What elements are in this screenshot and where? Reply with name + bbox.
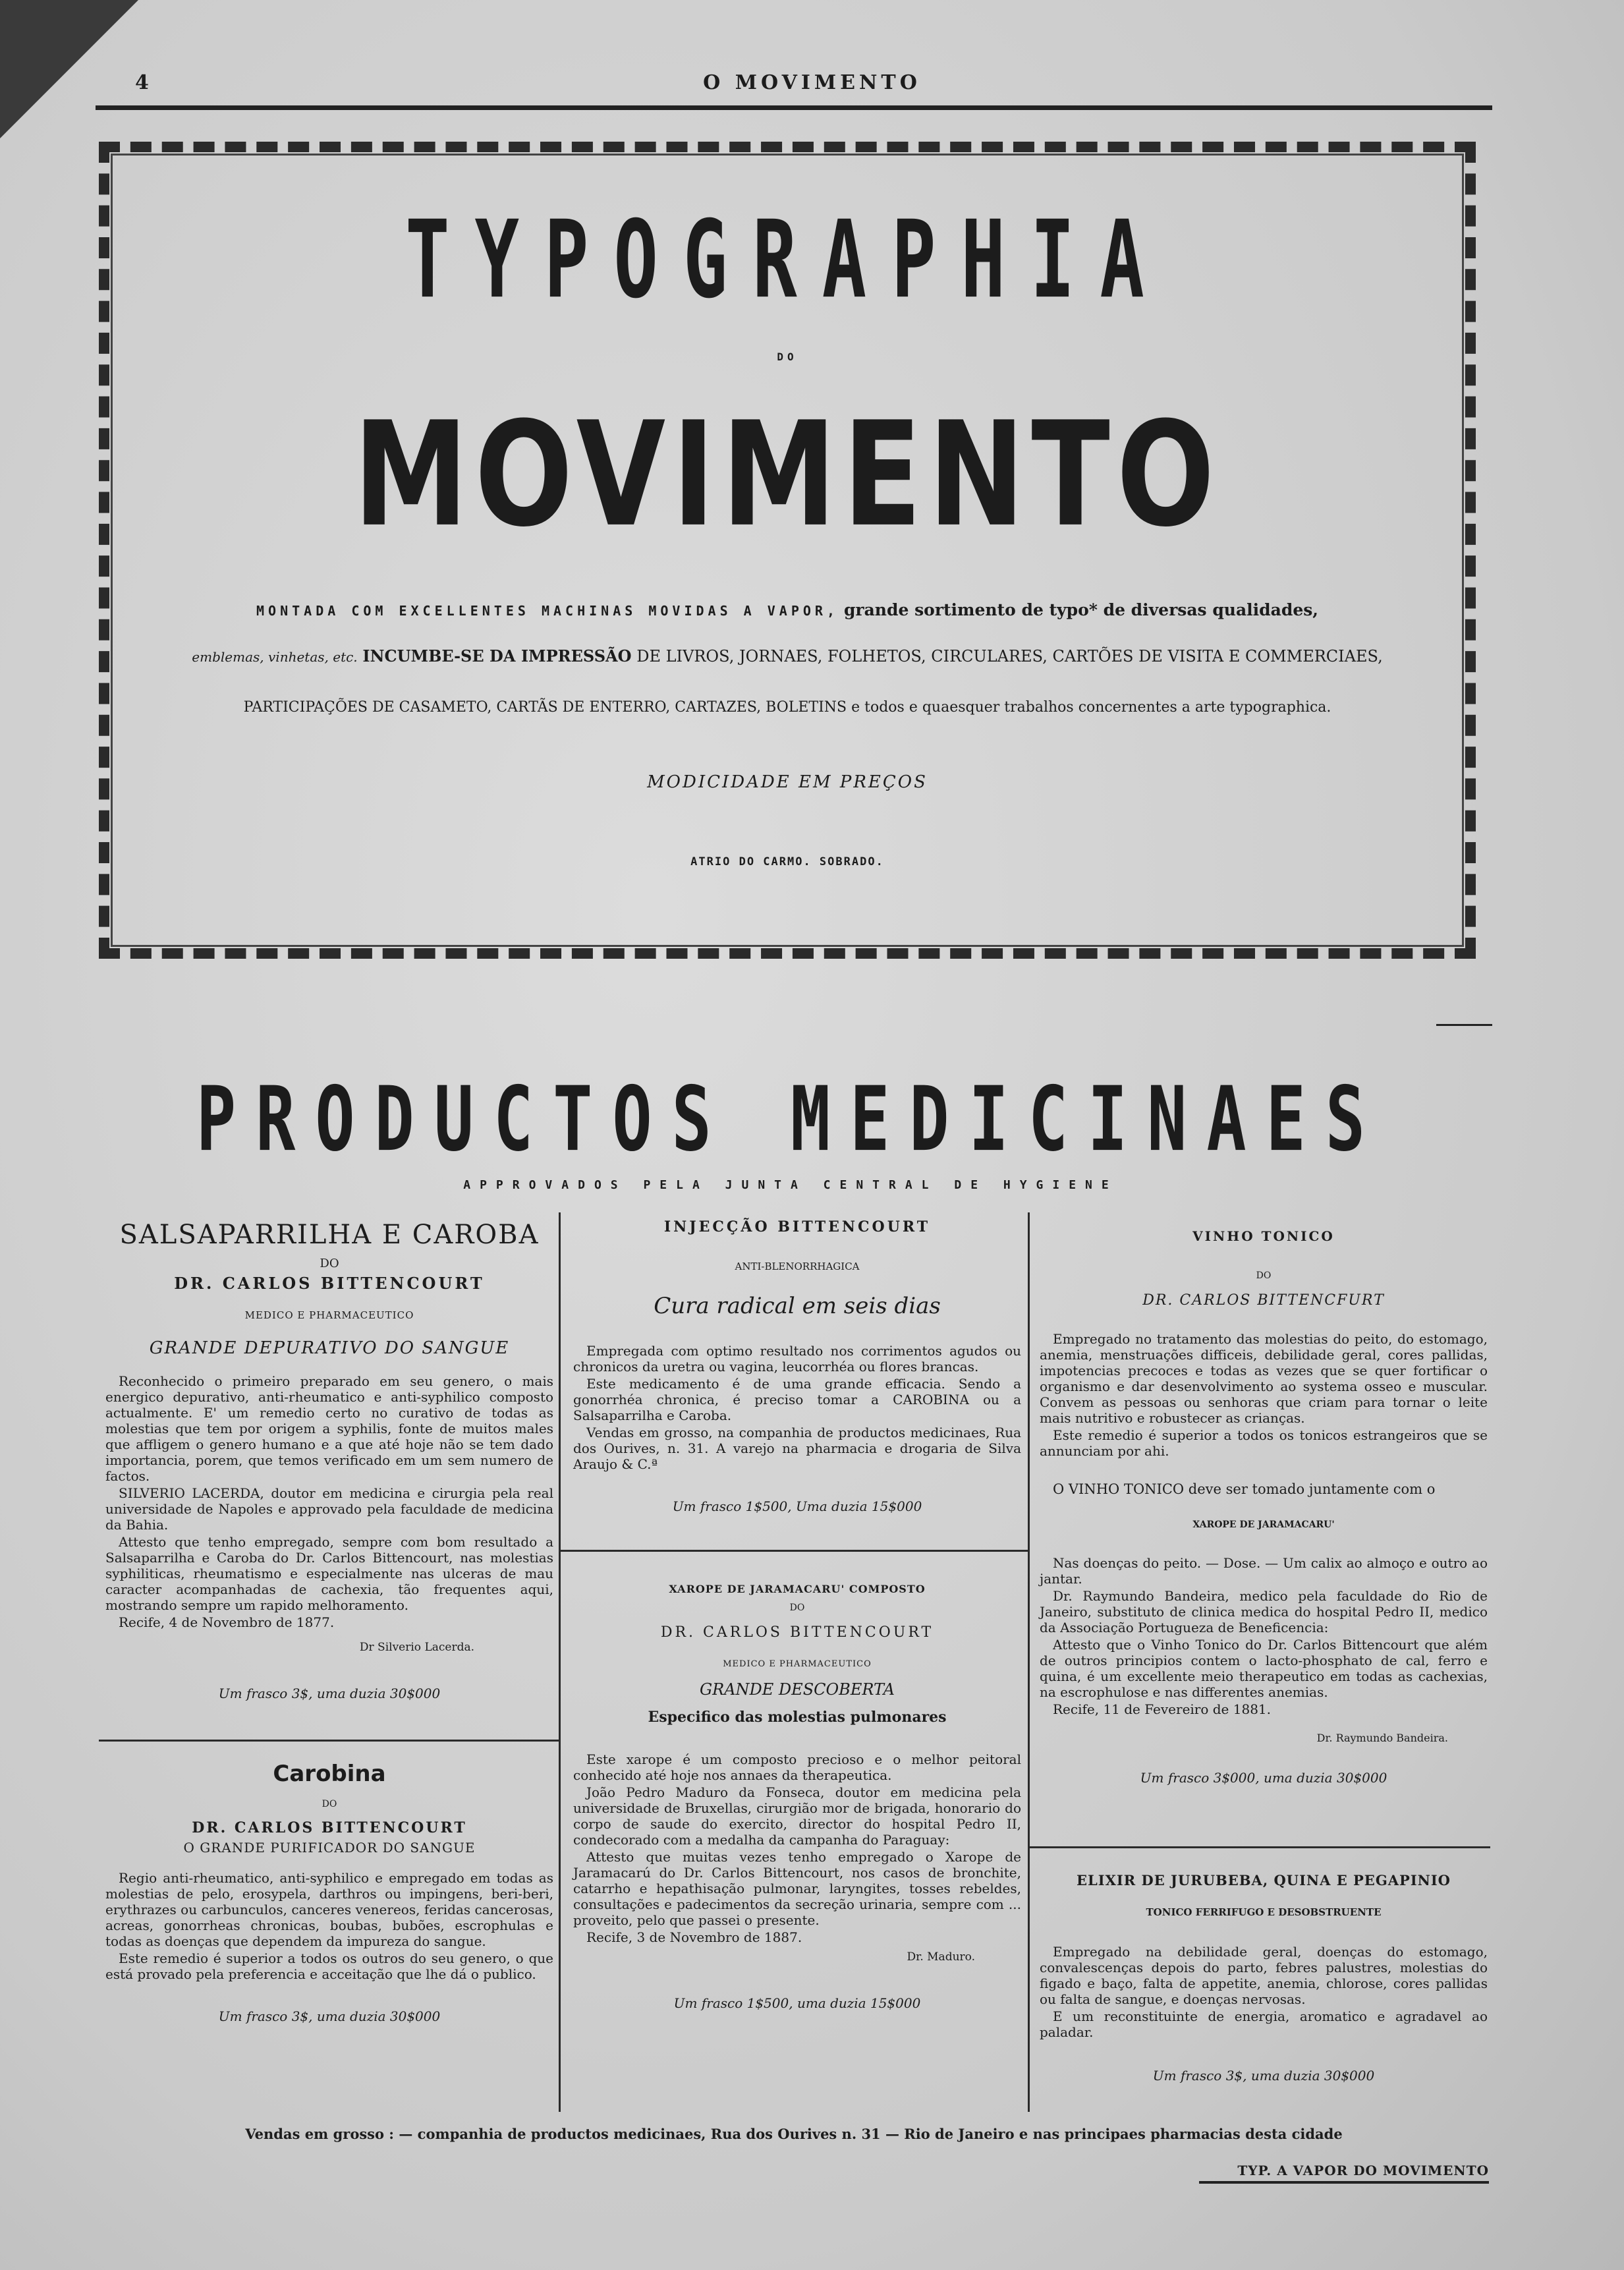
separator-mark [1436, 1024, 1492, 1026]
xarope-author: DR. CARLOS BITTENCOURT [660, 1624, 934, 1641]
ad-desc2-italic: emblemas, vinhetas, etc. [192, 649, 358, 665]
xarope-subtitle: GRANDE DESCOBERTA [699, 1680, 895, 1699]
injeccao-body-3: Vendas em grosso, na companhia de productos medicinaes, Rua dos Ourives, n. 31. A varejo na pharmacia e drogaria de Silva Araujo & C.ª [573, 1425, 1021, 1472]
vinho-body-2: Este remedio é superior a todos os tonicos estrangeiros que se annunciam por ahi. [1040, 1427, 1488, 1459]
column-divider-1 [559, 1212, 561, 2112]
salsaparrilha-body-3: Attesto que tenho empregado, sempre com bom resultado a Salsaparrilha e Caroba do Dr. Carlos Bittencourt, nas molestias syphiliticas, rheumatismo e especialmente nas ulceras de mau caracter acompanhadas de cachexia, tão frequentes aqui, mostrando sempre um rapido melhoramento. [105, 1534, 553, 1613]
ad-desc1-rest: grande sortimento de typo* de diversas qualidades, [843, 600, 1319, 619]
salsaparrilha-body-1: Reconhecido o primeiro preparado em seu genero, o mais energico depurativo, anti-rheumatico e anti-syphilico composto actualmente. E' um remedio certo no curativo de todas as molestias que tem por origem a syphilis, fonte de muitos males que affligem o genero humano e a que até hoje não se tem dado importancia, porem, que temos verificado em um sem numero de factos. [105, 1373, 553, 1484]
products-subtitle: APPROVADOS PELA JUNTA CENTRAL DE HYGIENE [463, 1178, 1118, 1192]
ad-desc-line2 [111, 646, 1464, 667]
footer-rule [1199, 2181, 1489, 2184]
col2-separator [560, 1550, 1028, 1552]
ad-desc3-caps: PARTICIPAÇÕES DE CASAMETO, CARTÃS DE ENTERRO, CARTAZES, BOLETINS [243, 699, 847, 716]
column-divider-2 [1028, 1212, 1030, 2112]
carobina-subtitle: O GRANDE PURIFICADOR DO SANGUE [183, 1840, 476, 1856]
vinho-body-1: Empregado no tratamento das molestias do peito, do estomago, anemia, menstruações difficeis, debilidade geral, cores pallidas, impotencias precoces e todas as vezes que se quer fortificar o organismo e dar desenvolvimento ao systema osseo e muscular. Convem as pessoas ou senhoras que criam para tornar o leite mais nutritivo e robustecer as crianças. [1040, 1331, 1488, 1426]
salsaparrilha-do: DO [320, 1257, 339, 1270]
vinho-title: VINHO TONICO [1192, 1228, 1335, 1244]
carobina-price: Um frasco 3$, uma duzia 30$000 [218, 2008, 441, 2024]
carobina-body-2: Este remedio é superior a todos os outros do seu genero, o que está provado pela preferencia e acceitação que lhe dá o publico. [105, 1950, 553, 1982]
ad-desc2-rest: DE LIVROS, JORNAES, FOLHETOS, CIRCULARES, CARTÕES DE VISITA E COMMERCIAES, [636, 647, 1383, 666]
folded-corner [0, 0, 138, 138]
injeccao-ad [573, 1219, 1021, 1514]
vinho-author: DR. CARLOS BITTENCFURT [1142, 1292, 1385, 1309]
vinho-xarope: XAROPE DE JARAMACARU' [1192, 1519, 1335, 1530]
col3-separator [1029, 1846, 1490, 1848]
ad-desc-line1 [111, 600, 1464, 621]
footer-sales: Vendas em grosso : — companhia de productos medicinaes, Rua dos Ourives n. 31 — Rio de Janeiro e nas principaes pharmacias desta cidade [245, 2126, 1343, 2142]
vinho-price: Um frasco 3$000, uma duzia 30$000 [1140, 1770, 1387, 1786]
xarope-specific: Especifico das molestias pulmonares [648, 1709, 947, 1726]
salsaparrilha-title: SALSAPARRILHA E CAROBA [119, 1220, 540, 1250]
ad-title-do: DO [777, 351, 798, 363]
footer-typ: TYP. A VAPOR DO MOVIMENTO [1237, 2163, 1489, 2178]
vinho-body2-4: Recife, 11 de Fevereiro de 1881. [1053, 1701, 1272, 1717]
xarope-body-2: João Pedro Maduro da Fonseca, doutor em medicina pela universidade de Bruxellas, cirurgião mor de brigada, honorario do corpo de saude do exercito, director do hospital Pedro II, condecorado com a medalha da campanha do Paraguay: [573, 1784, 1021, 1848]
vinho-ad [1040, 1219, 1488, 1786]
carobina-author: DR. CARLOS BITTENCOURT [192, 1819, 467, 1836]
ad-desc-line3 [111, 697, 1464, 718]
vinho-body2-1: Nas doenças do peito. — Dose. — Um calix ao almoço e outro ao jantar. [1040, 1555, 1488, 1587]
salsaparrilha-subtitle: GRANDE DEPURATIVO DO SANGUE [149, 1338, 510, 1358]
xarope-price: Um frasco 1$500, uma duzia 15$000 [673, 1995, 921, 2011]
elixir-ad [1040, 1873, 1488, 2084]
elixir-subtitle: TONICO FERRIFUGO E DESOBSTRUENTE [1146, 1906, 1382, 1918]
ad-title-typographia: TYPOGRAPHIA [405, 198, 1169, 323]
xarope-role: MEDICO E PHARMACEUTICO [723, 1659, 872, 1669]
page-number: 4 [135, 71, 149, 94]
vinho-do: DO [1256, 1270, 1272, 1281]
ad-address: ATRIO DO CARMO. SOBRADO. [690, 855, 884, 868]
carobina-do: DO [322, 1799, 337, 1809]
salsaparrilha-signature: Dr Silverio Lacerda. [359, 1641, 474, 1654]
injeccao-title: INJECÇÃO BITTENCOURT [663, 1218, 931, 1235]
carobina-title: Carobina [273, 1761, 386, 1787]
salsaparrilha-body-4: Recife, 4 de Novembro de 1877. [119, 1614, 335, 1630]
xarope-do: DO [789, 1603, 805, 1613]
salsaparrilha-author: DR. CARLOS BITTENCOURT [174, 1274, 485, 1293]
elixir-price: Um frasco 3$, uma duzia 30$000 [1152, 2068, 1375, 2084]
xarope-title: XAROPE DE JARAMACARU' COMPOSTO [669, 1583, 926, 1595]
salsaparrilha-body-2: SILVERIO LACERDA, doutor em medicina e cirurgia pela real universidade de Napoles e approvado pela faculdade de medicina da Bahia. [105, 1485, 553, 1533]
col1-separator [99, 1740, 559, 1742]
xarope-body-4: Recife, 3 de Novembro de 1887. [586, 1929, 802, 1945]
ad-desc2-bold: INCUMBE-SE DA IMPRESSÃO [362, 646, 632, 666]
elixir-title: ELIXIR DE JURUBEBA, QUINA E PEGAPINIO [1077, 1872, 1451, 1888]
newspaper-title: O MOVIMENTO [703, 71, 921, 94]
injeccao-body-2: Este medicamento é de uma grande efficacia. Sendo a gonorrhéa chronica, é preciso tomar a CAROBINA ou a Salsaparrilha e Caroba. [573, 1376, 1021, 1423]
xarope-body-1: Este xarope é um composto precioso e o melhor peitoral conhecido até hoje nos annaes da therapeutica. [573, 1751, 1021, 1783]
elixir-body-2: E um reconstituinte de energia, aromatico e agradavel ao paladar. [1040, 2008, 1488, 2040]
header-rule [96, 105, 1492, 110]
ad-title-movimento: MOVIMENTO [353, 391, 1221, 559]
salsaparrilha-price: Um frasco 3$, uma duzia 30$000 [218, 1686, 441, 1701]
injeccao-cura: Cura radical em seis dias [654, 1293, 941, 1319]
carobina-ad [105, 1761, 553, 2024]
salsaparrilha-ad [105, 1219, 553, 1701]
xarope-body-3: Attesto que muitas vezes tenho empregado o Xarope de Jaramacarú do Dr. Carlos Bittencourt, nos casos de bronchite, catarrho e hepathisação pulmonar, laryngites, tosses rebeldes, consultações e padecimentos da secreção urinaria, sempre com ... proveito, pelo que passei o presente. [573, 1849, 1021, 1928]
vinho-note: O VINHO TONICO deve ser tomado juntamente com o [1053, 1481, 1436, 1497]
ad-modicidade: MODICIDADE EM PREÇOS [647, 772, 928, 792]
vinho-signature: Dr. Raymundo Bandeira. [1316, 1732, 1448, 1744]
products-title: PRODUCTOS MEDICINAES [196, 1067, 1386, 1172]
elixir-body-1: Empregado na debilidade geral, doenças do estomago, convalescenças depois do parto, febres palustres, molestias do figado e baço, falta de appetite, anemia, chlorose, cores pallidas ou falta de sangue, e doenças nervosas. [1040, 1944, 1488, 2007]
injeccao-price: Um frasco 1$500, Uma duzia 15$000 [672, 1498, 922, 1514]
vinho-body2-2: Dr. Raymundo Bandeira, medico pela faculdade do Rio de Janeiro, substituto de clinica medica do hospital Pedro II, medico da Associação Portugueza de Beneficencia: [1040, 1588, 1488, 1635]
carobina-body-1: Regio anti-rheumatico, anti-syphilico e empregado em todas as molestias de pelo, erosypela, darthros ou impingens, beri-beri, erythrazes ou carbunculos, canceres venereos, feridas cancerosas, acreas, gonorrheas chronicas, boubas, bubões, escrophulas e todas as doenças que dependem da impureza do sangue. [105, 1870, 553, 1949]
vinho-body2-3: Attesto que o Vinho Tonico do Dr. Carlos Bittencourt que além de outros principios contem o lacto-phosphato de cal, ferro e quina, é um excellente meio therapeutico em todas as cachexias, na escrophulose e nas differentes anemias. [1040, 1637, 1488, 1700]
ad-desc1-caps: MONTADA COM EXCELLENTES MACHINAS MOVIDAS A VAPOR, [256, 603, 839, 619]
xarope-ad [573, 1581, 1021, 2011]
injeccao-body-1: Empregada com optimo resultado nos corrimentos agudos ou chronicos da uretra ou vagina, leucorrhéa ou flores brancas. [573, 1343, 1021, 1375]
xarope-signature: Dr. Maduro. [907, 1950, 975, 1964]
ad-desc3-rest: e todos e quaesquer trabalhos concernentes a arte typographica. [851, 699, 1331, 716]
salsaparrilha-role: MEDICO E PHARMACEUTICO [244, 1309, 414, 1321]
injeccao-subtitle: ANTI-BLENORRHAGICA [735, 1261, 860, 1272]
